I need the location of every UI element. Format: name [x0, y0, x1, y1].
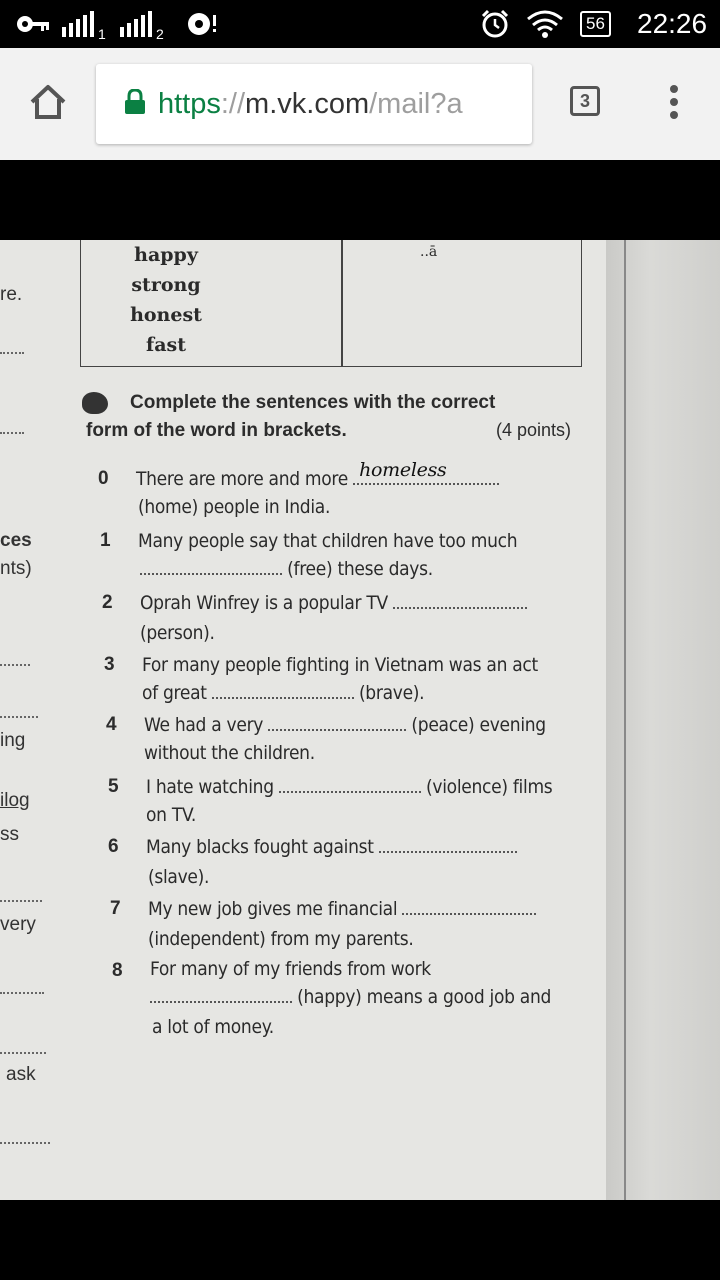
- item-number: 1: [100, 530, 111, 551]
- url-host: m.vk.com: [245, 87, 370, 120]
- item-number: 5: [108, 776, 119, 797]
- item-text: (slave).: [148, 866, 210, 888]
- signal-icon: [120, 11, 154, 37]
- handwritten-answer: homeless: [359, 459, 447, 481]
- item-text-part: (violence) films: [426, 776, 553, 798]
- url-text[interactable]: [158, 88, 463, 121]
- sim2-label: 2: [156, 26, 164, 42]
- item-number: 8: [112, 960, 123, 981]
- margin-dots: [0, 1052, 46, 1054]
- clock: 22:26: [637, 8, 708, 39]
- task-points: (4 points): [496, 420, 572, 440]
- item-number: 3: [104, 654, 115, 675]
- item-number: 6: [108, 836, 119, 857]
- answer-blank: [402, 899, 536, 915]
- item-text-part: Oprah Winfrey is a popular TV: [140, 592, 388, 614]
- margin-dots: [0, 716, 38, 718]
- item-text: [140, 592, 527, 614]
- item-number: 4: [106, 714, 117, 735]
- item-text: [140, 558, 433, 580]
- answer-blank: [268, 715, 406, 731]
- menu-icon[interactable]: [666, 84, 682, 124]
- tab-switcher-button[interactable]: 3: [570, 86, 600, 116]
- answer-blank: [279, 777, 421, 793]
- book-gutter: [624, 240, 626, 1200]
- margin-text: ing: [0, 730, 26, 751]
- margin-text: nts): [0, 558, 32, 579]
- item-text: [146, 836, 517, 858]
- item-text: Many people say that children have too much: [138, 530, 518, 552]
- margin-text: ss: [0, 824, 19, 845]
- table-word: honest: [130, 304, 202, 326]
- item-text: (home) people in India.: [138, 496, 331, 518]
- margin-dots: [0, 992, 44, 994]
- browser-toolbar: [0, 48, 720, 160]
- margin-text: re.: [0, 284, 23, 305]
- table-word: strong: [131, 274, 201, 296]
- item-text-part: There are more and more: [136, 468, 348, 490]
- home-icon[interactable]: [28, 82, 68, 122]
- status-bar: [0, 0, 720, 48]
- item-text: For many people fighting in Vietnam was an act: [142, 654, 538, 676]
- url-path: /mail?a: [369, 87, 463, 120]
- item-text-part: I hate watching: [146, 776, 274, 798]
- item-text-part: (peace) evening: [411, 714, 546, 736]
- item-text: a lot of money.: [152, 1016, 274, 1038]
- item-text: [148, 898, 536, 920]
- task-title: form of the word in brackets.: [86, 420, 347, 441]
- sim1-label: 1: [98, 26, 106, 42]
- item-text-part: My new job gives me financial: [148, 898, 398, 920]
- task-icon: [82, 392, 108, 414]
- item-text: [150, 986, 551, 1008]
- margin-dots: [0, 664, 30, 666]
- table-mark: ..ā: [420, 244, 438, 260]
- item-number: 2: [102, 592, 113, 613]
- margin-text: ilog: [0, 790, 30, 811]
- table-divider: [341, 240, 343, 366]
- item-text: [136, 459, 499, 490]
- item-text: without the children.: [144, 742, 315, 764]
- item-text-part: (free) these days.: [287, 558, 433, 580]
- answer-blank: [140, 559, 282, 575]
- alarm-icon: [480, 0, 510, 48]
- answer-blank: [353, 459, 499, 485]
- item-text: For many of my friends from work: [150, 958, 431, 980]
- item-text-part: We had a very: [144, 714, 264, 736]
- item-text: [146, 776, 552, 798]
- table-word: fast: [146, 334, 186, 356]
- item-text-part: of great: [142, 682, 207, 704]
- item-text: [144, 714, 546, 736]
- worksheet-photo: [0, 240, 720, 1200]
- margin-text: ask: [6, 1064, 36, 1085]
- worksheet-page: [0, 240, 606, 1200]
- key-icon: [16, 0, 50, 48]
- item-text: (independent) from my parents.: [148, 928, 414, 950]
- item-text: on TV.: [146, 804, 197, 826]
- margin-dots: [0, 352, 24, 354]
- url-separator: ://: [220, 87, 246, 120]
- item-number: 7: [110, 898, 121, 919]
- signal-icon: [62, 11, 96, 37]
- item-text-part: (brave).: [358, 682, 425, 704]
- answer-blank: [393, 593, 527, 609]
- url-scheme: https: [158, 87, 221, 120]
- table-word: happy: [134, 244, 198, 266]
- address-bar[interactable]: [96, 64, 532, 144]
- answer-blank: [379, 837, 517, 853]
- item-number: 0: [98, 468, 109, 489]
- wifi-icon: [526, 0, 564, 48]
- lock-icon: [124, 89, 146, 120]
- item-text-part: Many blacks fought against: [146, 836, 374, 858]
- task-title: Complete the sentences with the correct: [130, 392, 496, 413]
- margin-dots: [0, 900, 42, 902]
- item-text: (person).: [140, 622, 215, 644]
- page-content: [0, 160, 720, 1280]
- data-sync-icon: [186, 0, 218, 48]
- margin-text: very: [0, 914, 36, 935]
- margin-dots: [0, 1142, 50, 1144]
- answer-blank: [150, 987, 292, 1003]
- answer-blank: [212, 683, 354, 699]
- margin-text: ces: [0, 530, 32, 551]
- facing-page: [604, 240, 720, 1200]
- battery-icon: 56: [580, 11, 611, 37]
- item-text: [142, 682, 424, 704]
- item-text-part: (happy) means a good job and: [297, 986, 552, 1008]
- bottom-black-area: [0, 1200, 720, 1280]
- margin-dots: [0, 432, 24, 434]
